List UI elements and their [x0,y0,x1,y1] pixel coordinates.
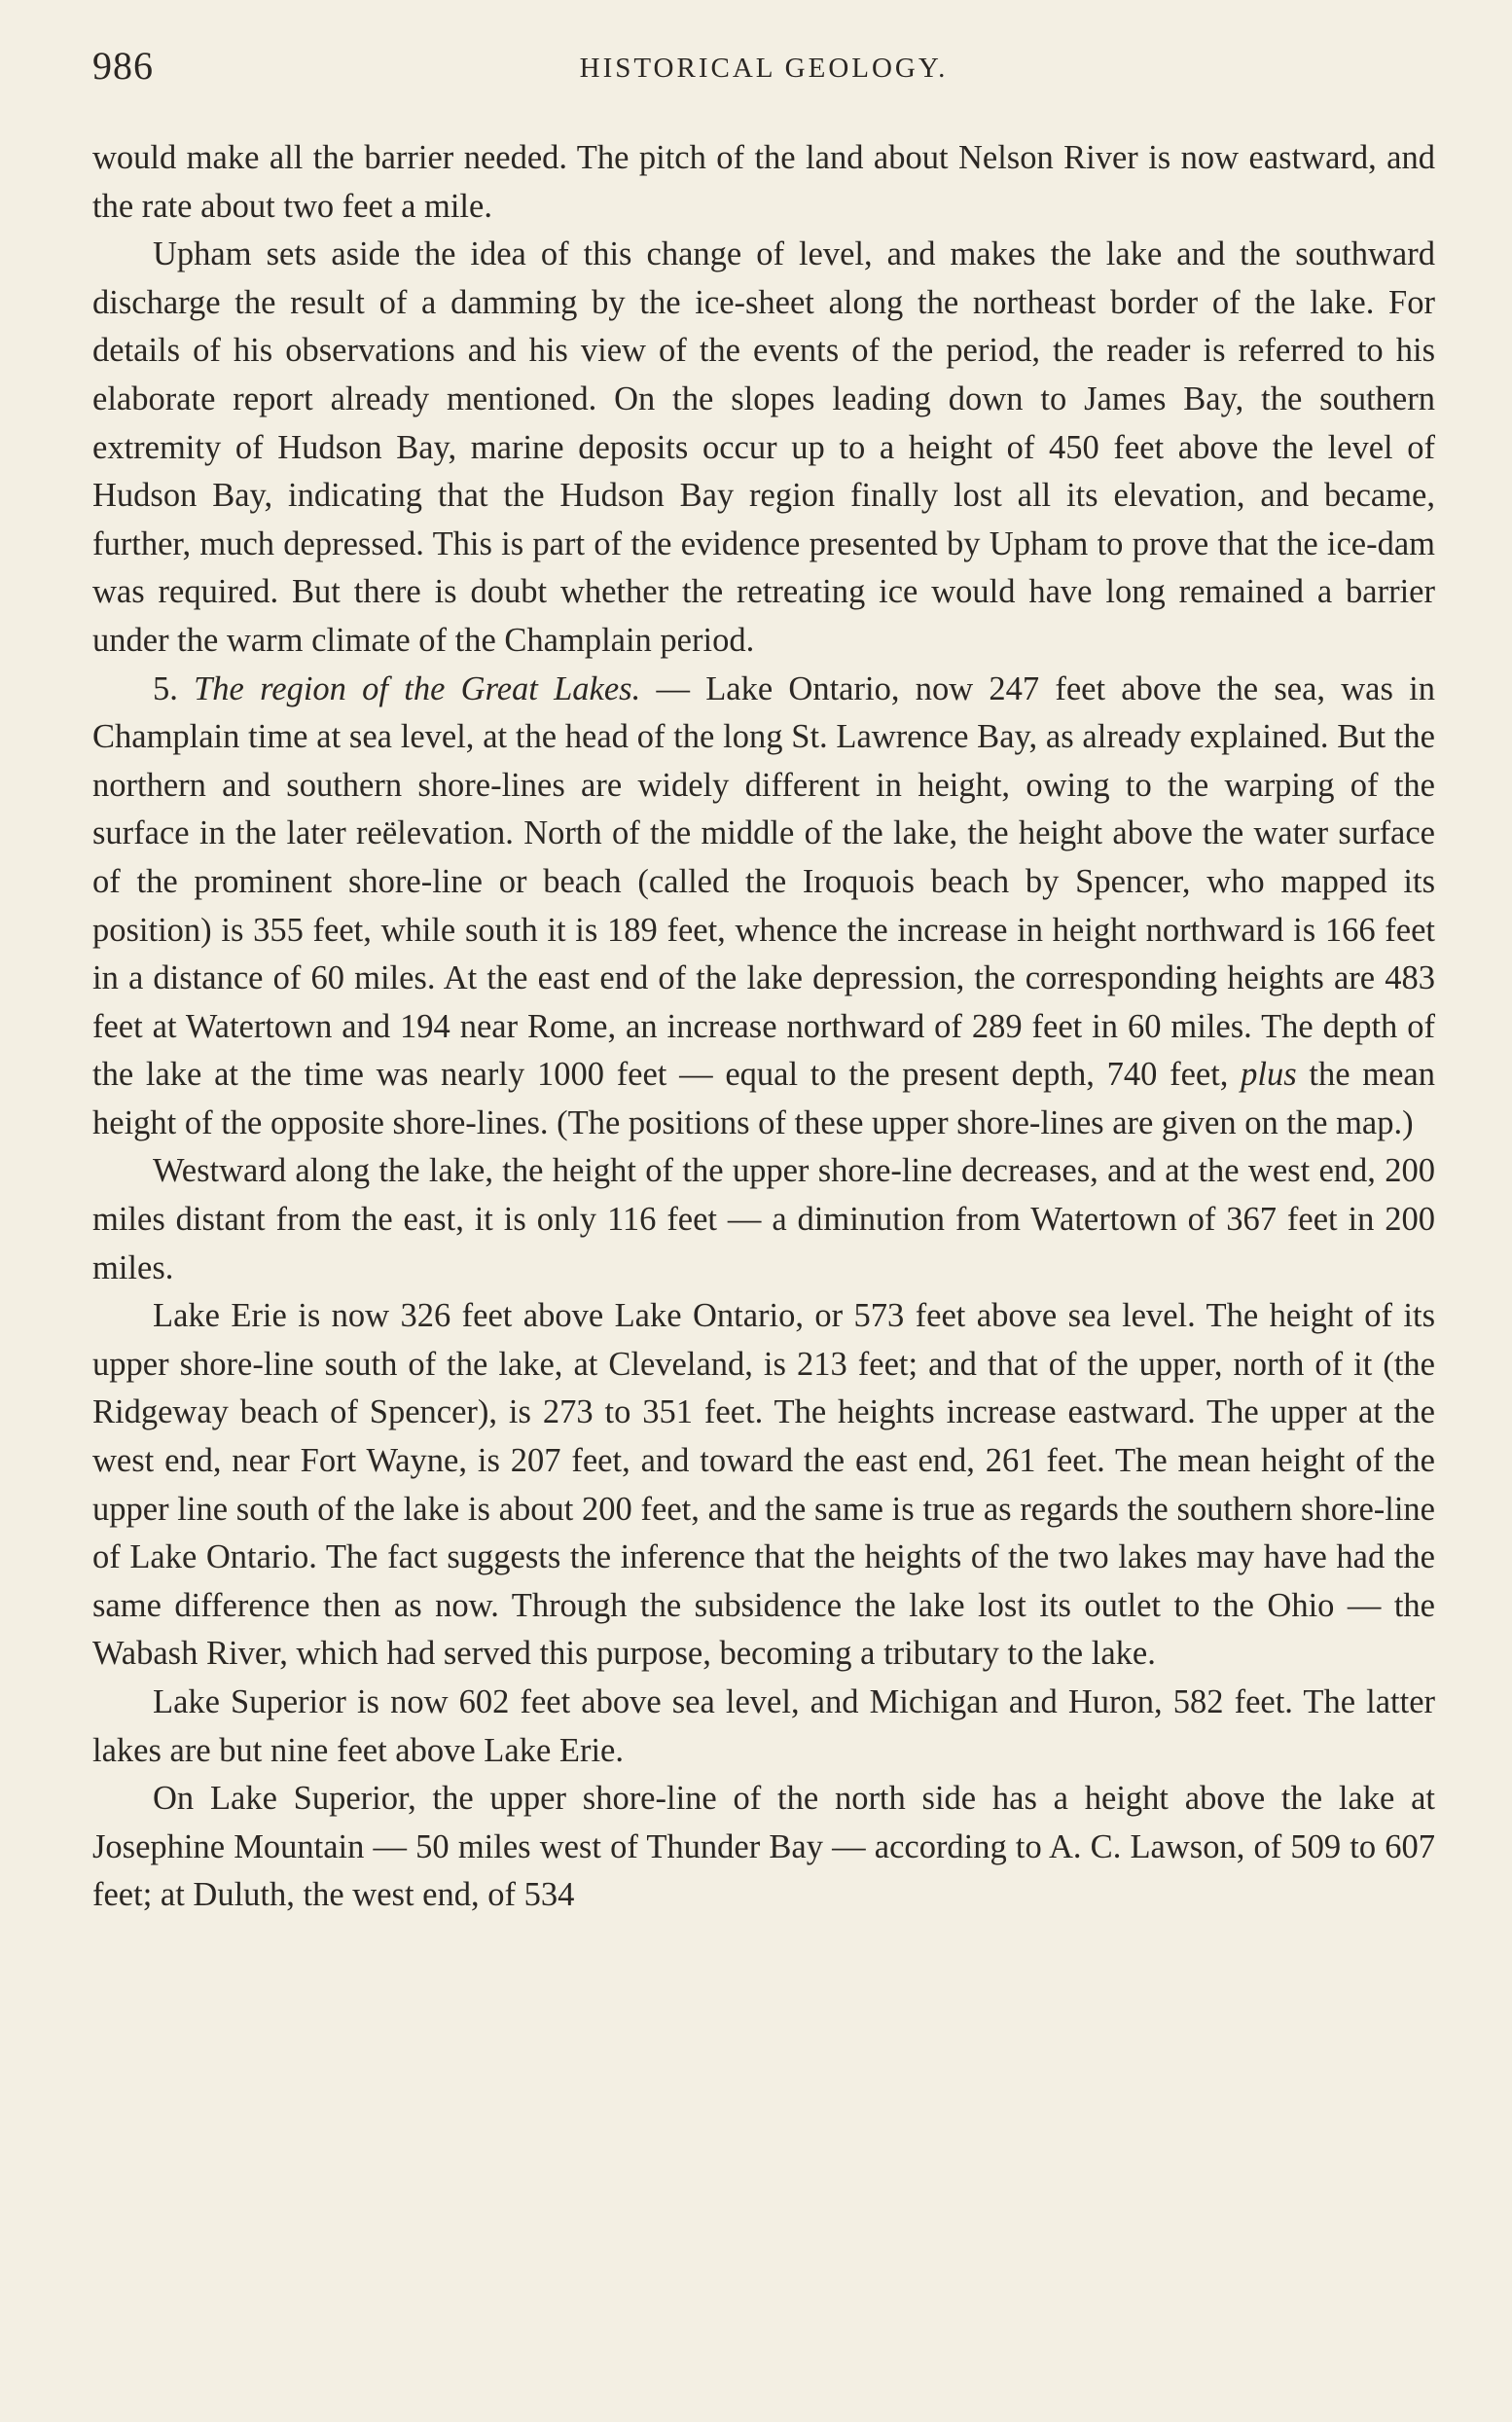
paragraph-3-text: — Lake Ontario, now 247 feet above the sea, was in Champlain time at sea level, at the head of the long St. Lawrence Bay, as already explained. But the northern and southern shore-lines are widely different in height, owing to the warping of the surface in the later reëlevation. North of the middle of the lake, the height above the water surface of the prominent shore-line or beach (called the Iroquois beach by Spencer, who mapped its position) is 355 feet, while south it is 189 feet, whence the increase in height northward is 166 feet in a distance of 60 miles. At the east end of the lake depression, the corresponding heights are 483 feet at Watertown and 194 near Rome, an increase northward of 289 feet in 60 miles. The depth of the lake at the time was nearly 1000 feet — equal to the present depth, 740 feet, [92,669,1435,1094]
paragraph-5: Lake Erie is now 326 feet above Lake Ontario, or 573 feet above sea level. The height of its upper shore-line south of the lake, at Cleveland, is 213 feet; and that of the upper, north of it (the Ridgeway beach of Spencer), is 273 to 351 feet. The heights increase eastward. The upper at the west end, near Fort Wayne, is 207 feet, and toward the east end, 261 feet. The mean height of the upper line south of the lake is about 200 feet, and the same is true as regards the southern shore-line of Lake Ontario. The fact suggests the inference that the heights of the two lakes may have had the same difference then as now. Through the subsidence the lake lost its outlet to the Ohio — the Wabash River, which had served this purpose, becoming a tributary to the lake. [92,1297,1435,1673]
page-number: 986 [92,44,154,88]
paragraph-3-text-after: the mean height of the opposite shore-lines. (The positions of these upper shore-lines are given on the map.) [92,1056,1435,1141]
paragraph-3-great-lakes [92,666,1435,1148]
paragraph-2: Upham sets aside the idea of this change of level, and makes the lake and the southward discharge the result of a damming by the ice-sheet along the northeast border of the lake. For details of his observations and his view of the events of the period, the reader is referred to his elaborate report already mentioned. On the slopes leading down to James Bay, the southern extremity of Hudson Bay, marine deposits occur up to a height of 450 feet above the level of Hudson Bay, indicating that the Hudson Bay region finally lost all its elevation, and became, further, much depressed. This is part of the evidence presented by Upham to prove that the ice-dam was required. But there is doubt whether the retreating ice would have long remained a barrier under the warm climate of the Champlain period. [92,235,1435,659]
italic-word: plus [1241,1056,1297,1094]
paragraph-6: Lake Superior is now 602 feet above sea level, and Michigan and Huron, 582 feet. The latter lakes are but nine feet above Lake Erie. [92,1683,1435,1769]
section-number: 5. [153,669,178,707]
paragraph-1: would make all the barrier needed. The pitch of the land about Nelson River is now eastward, and the rate about two feet a mile. [92,139,1435,225]
section-heading: The region of the Great Lakes. [194,669,641,707]
running-title: HISTORICAL GEOLOGY. [579,53,949,84]
page-header [92,43,1435,101]
paragraph-4: Westward along the lake, the height of the upper shore-line decreases, and at the west end, 200 miles distant from the east, it is only 116 feet — a diminution from Watertown of 367 feet in 200 miles. [92,1152,1435,1286]
paragraph-7: On Lake Superior, the upper shore-line of the north side has a height above the lake at Josephine Mountain — 50 miles west of Thunder Bay — according to A. C. Lawson, of 509 to 607 feet; at Duluth, the west end, of 534 [92,1780,1435,1914]
body-text [92,134,1435,1920]
